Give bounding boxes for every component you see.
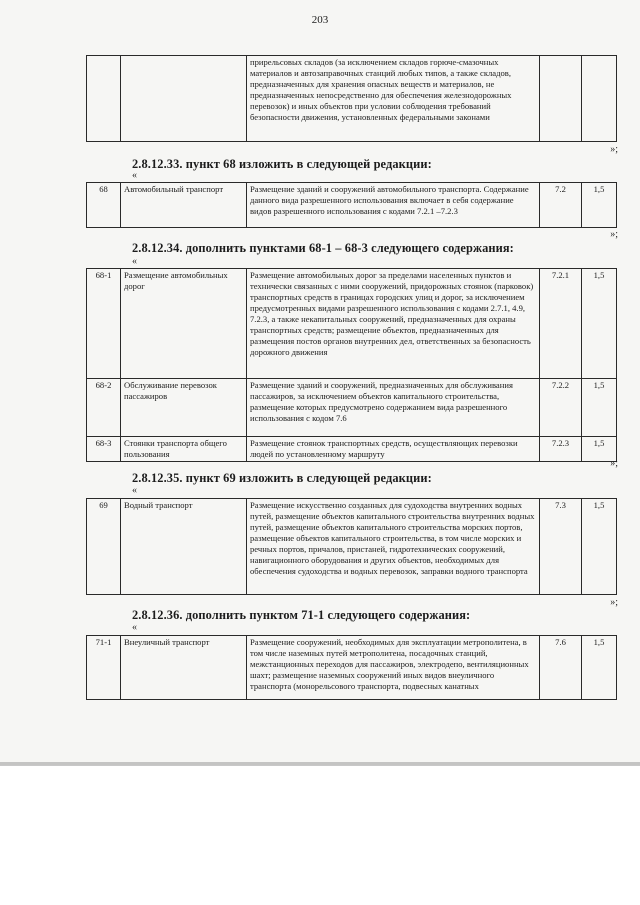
quote-open: «	[132, 622, 137, 633]
cell-name: Стоянки транспорта общего пользования	[121, 437, 247, 462]
page-number: 203	[311, 14, 329, 26]
cell-code: 7.2.3	[540, 437, 582, 462]
section-heading: 2.8.12.36. дополнить пунктом 71-1 следующего содержания:	[132, 608, 471, 622]
cell-description: прирельсовых складов (за исключением складов горюче-смазочных материалов и автозаправочных станций любых типов, а также складов, предназначенных для хранения опасных веществ и материалов, не предназначенных непосредственно для обеспечения железнодорожных перевозок) и иных объектов при условии соблюдения требований безопасности движения, установленных федеральными законами	[247, 56, 540, 142]
cell-number: 71-1	[87, 636, 121, 700]
table-row	[87, 437, 617, 462]
section-heading: 2.8.12.34. дополнить пунктами 68-1 – 68-3 следующего содержания:	[132, 241, 514, 255]
quote-close: »;	[610, 458, 618, 469]
cell-value: 1,5	[582, 636, 617, 700]
table-row	[87, 379, 617, 437]
table-continuation	[86, 55, 617, 142]
cell-value	[582, 56, 617, 142]
cell-value: 1,5	[582, 269, 617, 379]
table-item-68	[86, 182, 617, 228]
quote-close: »;	[610, 144, 618, 155]
section-heading: 2.8.12.33. пункт 68 изложить в следующей редакции:	[132, 157, 432, 171]
cell-number	[87, 56, 121, 142]
cell-number: 68-1	[87, 269, 121, 379]
quote-open: «	[132, 256, 137, 267]
cell-code	[540, 56, 582, 142]
cell-name: Автомобильный транспорт	[121, 183, 247, 228]
cell-value: 1,5	[582, 437, 617, 462]
table-row	[87, 56, 617, 142]
cell-name: Внеуличный транспорт	[121, 636, 247, 700]
cell-value: 1,5	[582, 499, 617, 595]
cell-description: Размещение искусственно созданных для судоходства внутренних водных путей, размещение объектов капитального строительства внутренних водных путей, размещение объектов капитального строительства морских портов, размещение объектов капитального строительства, в том числе морских и речных портов, причалов, пристаней, гидротехнических сооружений, навигационного оборудования и других объектов, необходимых для обеспечения судоходства и водных перевозок, заправки водного транспорта	[247, 499, 540, 595]
quote-open: «	[132, 170, 137, 181]
cell-code: 7.3	[540, 499, 582, 595]
table-row	[87, 183, 617, 228]
cell-number: 68-3	[87, 437, 121, 462]
cell-number: 69	[87, 499, 121, 595]
quote-open: «	[132, 485, 137, 496]
cell-code: 7.2	[540, 183, 582, 228]
quote-close: »;	[610, 597, 618, 608]
cell-number: 68	[87, 183, 121, 228]
cell-description: Размещение сооружений, необходимых для эксплуатации метрополитена, в том числе наземных путей метрополитена, посадочных станций, межстанционных переходов для пассажиров, электродепо, вентиляционных шахт; размещение наземных сооружений иных видов внеуличного транспорта (монорельсового транспорта, подвесных канатных	[247, 636, 540, 700]
table-row	[87, 269, 617, 379]
cell-description: Размещение зданий и сооружений, предназначенных для обслуживания пассажиров, за исключением объектов капитального строительства, размещение которых предусмотрено содержанием вида разрешенного использования с кодом 7.6	[247, 379, 540, 437]
table-row	[87, 499, 617, 595]
cell-code: 7.2.2	[540, 379, 582, 437]
cell-code: 7.2.1	[540, 269, 582, 379]
cell-description: Размещение зданий и сооружений автомобильного транспорта. Содержание данного вида разрешенного использования включает в себя содержание видов разрешенного использования с кодами 7.2.1 –7.2.3	[247, 183, 540, 228]
cell-name: Размещение автомобильных дорог	[121, 269, 247, 379]
cell-name	[121, 56, 247, 142]
cell-name: Водный транспорт	[121, 499, 247, 595]
cell-name: Обслуживание перевозок пассажиров	[121, 379, 247, 437]
quote-close: »;	[610, 229, 618, 240]
table-items-68-1-68-3	[86, 268, 617, 462]
cell-description: Размещение автомобильных дорог за пределами населенных пунктов и технически связанных с ними сооружений, придорожных стоянок (парковок) транспортных средств в границах городских улиц и дорог, за исключением предусмотренных видами разрешенного использования с кодами 2.7.1, 4.9, 7.2.3, а также некапитальных сооружений, предназначенных для охраны транспортных средств; размещение объектов, предназначенных для размещения постов органов внутренних дел, ответственных за безопасность дорожного движения	[247, 269, 540, 379]
table-item-69	[86, 498, 617, 595]
page-edge-shadow	[0, 762, 640, 766]
cell-description: Размещение стоянок транспортных средств, осуществляющих перевозки людей по установленному маршруту	[247, 437, 540, 462]
cell-value: 1,5	[582, 379, 617, 437]
cell-number: 68-2	[87, 379, 121, 437]
table-item-71-1	[86, 635, 617, 700]
section-heading: 2.8.12.35. пункт 69 изложить в следующей редакции:	[132, 471, 432, 485]
cell-value: 1,5	[582, 183, 617, 228]
table-row	[87, 636, 617, 700]
cell-code: 7.6	[540, 636, 582, 700]
